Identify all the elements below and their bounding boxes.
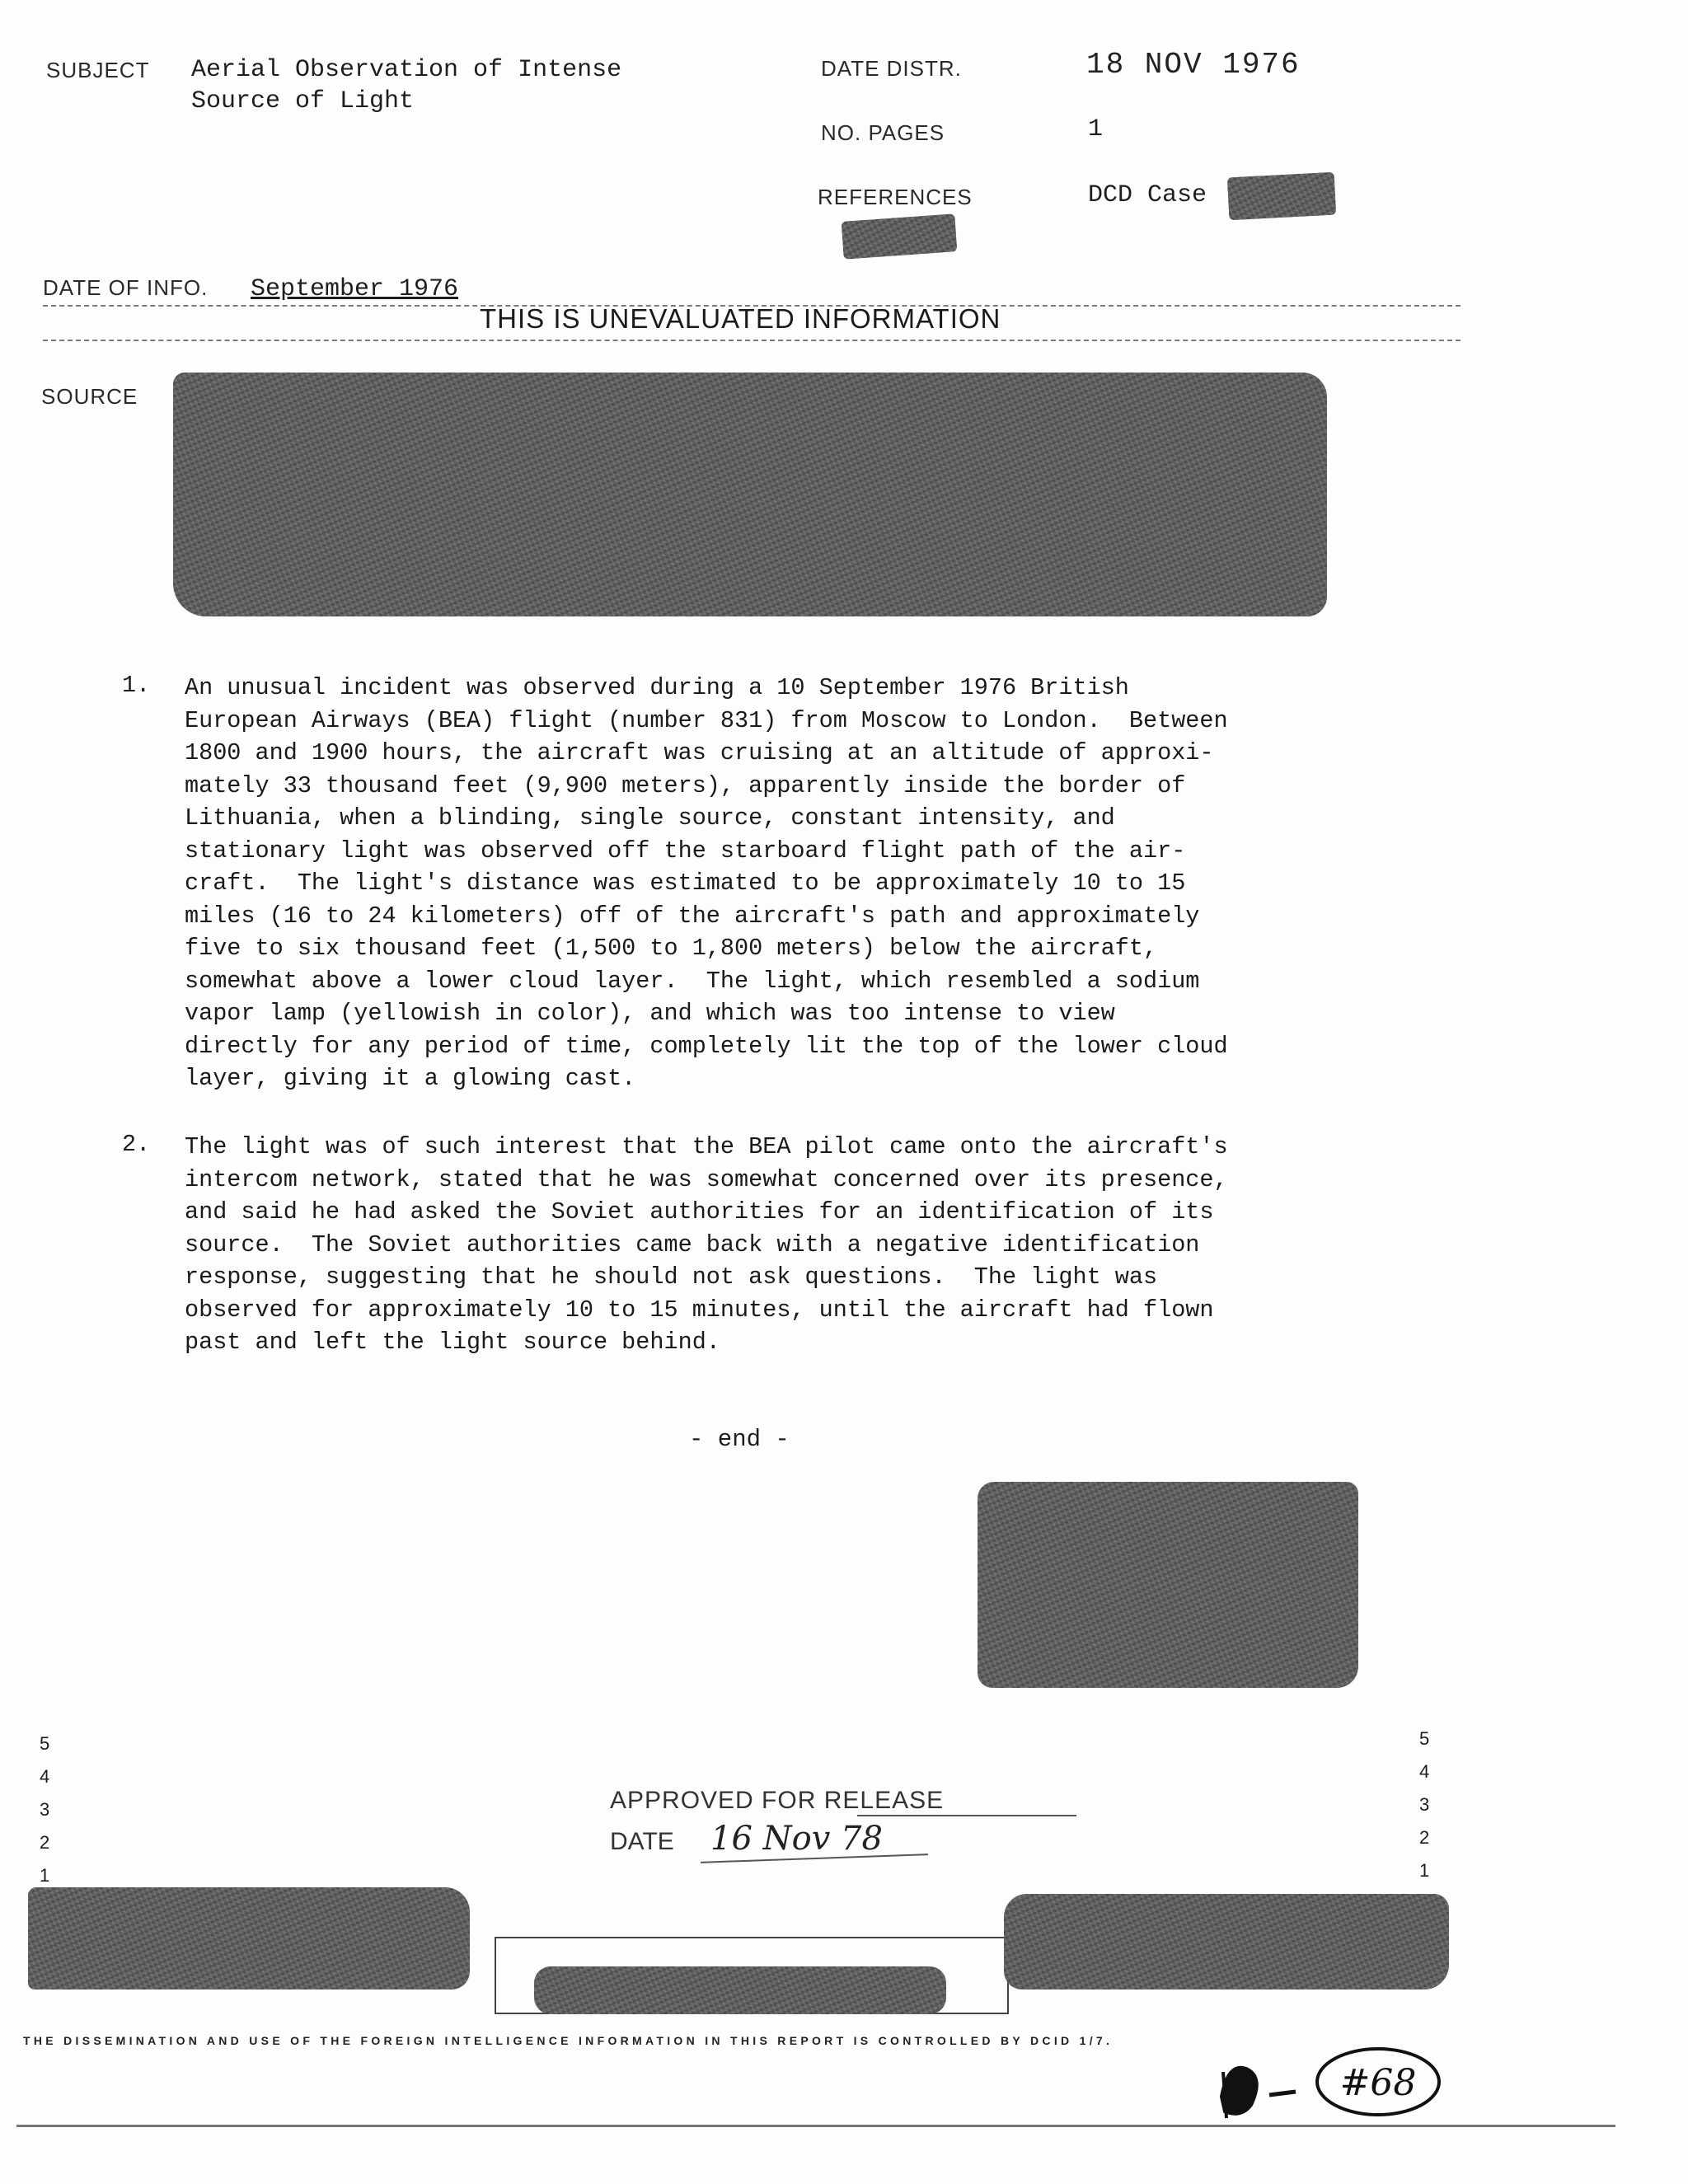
paragraph-2-number: 2. — [122, 1131, 151, 1158]
paragraph-line: response, suggesting that he should not ask questions. The light was — [185, 1263, 1158, 1291]
release-stamp-date-value: 16 Nov 78 — [710, 1820, 883, 1858]
paragraph-line: observed for approximately 10 to 15 minutes, until the aircraft had flown — [185, 1296, 1214, 1324]
release-stamp-date-label: DATE — [610, 1828, 674, 1855]
dcd-case-redaction — [1227, 172, 1337, 221]
paragraph-line: past and left the light source behind. — [185, 1329, 720, 1356]
margin-number: 1 — [40, 1865, 50, 1886]
references-label: REFERENCES — [818, 185, 973, 209]
subject-label: SUBJECT — [46, 58, 150, 82]
margin-number: 2 — [40, 1832, 50, 1853]
release-stamp-line-1: APPROVED FOR RELEASE — [610, 1787, 945, 1814]
handwritten-dash — [1269, 2092, 1296, 2095]
paragraph-line: source. The Soviet authorities came back with a negative identification — [185, 1230, 1200, 1258]
handwritten-marking — [1203, 2039, 1451, 2130]
date-distr-label: DATE DISTR. — [821, 56, 962, 81]
margin-number: 3 — [1419, 1794, 1430, 1815]
paragraph-line: stationary light was observed off the starboard flight path of the air- — [185, 837, 1186, 865]
margin-numbers-left — [40, 1727, 56, 1892]
subject-line-2: Source of Light — [191, 87, 415, 115]
margin-number: 1 — [1419, 1860, 1430, 1881]
source-label: SOURCE — [41, 384, 138, 409]
paragraph-line: 1800 and 1900 hours, the aircraft was cruising at an altitude of approxi- — [185, 739, 1214, 766]
unevaluated-banner: THIS IS UNEVALUATED INFORMATION — [480, 303, 1001, 334]
paragraph-1-number: 1. — [122, 672, 151, 699]
subject-line-1: Aerial Observation of Intense — [191, 56, 622, 84]
margin-number: 2 — [1419, 1827, 1430, 1848]
paragraph-line: The light was of such interest that the BEA pilot came onto the aircraft's — [185, 1133, 1228, 1160]
source-redaction — [173, 373, 1327, 616]
bottom-right-redaction — [1004, 1894, 1449, 1990]
paragraph-line: and said he had asked the Soviet authorities for an identification of its — [185, 1198, 1214, 1226]
date-distr-value: 18 NOV 1976 — [1086, 48, 1301, 82]
paragraph-line: An unusual incident was observed during a 10 September 1976 British — [185, 674, 1129, 701]
release-stamp-rule-1 — [857, 1815, 1076, 1816]
right-redaction — [978, 1482, 1358, 1688]
bottom-center-redaction — [534, 1966, 946, 2014]
no-pages-label: NO. PAGES — [821, 120, 945, 145]
paragraph-line: somewhat above a lower cloud layer. The light, which resembled a sodium — [185, 967, 1200, 995]
dissemination-notice: THE DISSEMINATION AND USE OF THE FOREIGN INTELLIGENCE INFORMATION IN THIS REPORT IS CONTROLLED BY DCID 1/7. — [23, 2034, 1114, 2047]
margin-number: 5 — [1419, 1728, 1430, 1749]
margin-number: 4 — [1419, 1761, 1430, 1782]
dcd-case-label: DCD Case — [1088, 181, 1207, 209]
bottom-left-redaction — [28, 1887, 470, 1990]
no-pages-value: 1 — [1088, 115, 1104, 143]
date-of-info-value: September 1976 — [251, 275, 459, 303]
paragraph-line: European Airways (BEA) flight (number 831) from Moscow to London. Between — [185, 706, 1228, 734]
paragraph-line: craft. The light's distance was estimated to be approximately 10 to 15 — [185, 869, 1186, 897]
paragraph-1 — [185, 672, 1228, 1095]
handwritten-number: #68 — [1339, 2062, 1417, 2104]
header-rule-bottom — [43, 340, 1461, 341]
paragraph-line: five to six thousand feet (1,500 to 1,800 meters) below the aircraft, — [185, 935, 1158, 962]
handwritten-d-mark — [1221, 2068, 1257, 2118]
margin-number: 4 — [40, 1766, 50, 1787]
margin-number: 3 — [40, 1799, 50, 1820]
references-redaction — [842, 213, 958, 260]
paragraph-line: mately 33 thousand feet (9,900 meters), apparently inside the border of — [185, 771, 1186, 799]
paragraph-line: intercom network, stated that he was somewhat concerned over its presence, — [185, 1165, 1228, 1193]
margin-numbers-right — [1419, 1722, 1436, 1887]
margin-number: 5 — [40, 1733, 50, 1754]
paragraph-2 — [185, 1131, 1228, 1359]
paragraph-line: vapor lamp (yellowish in color), and which was too intense to view — [185, 1000, 1115, 1027]
bottom-edge-rule — [16, 2125, 1615, 2127]
paragraph-line: Lithuania, when a blinding, single source, constant intensity, and — [185, 804, 1115, 832]
paragraph-line: layer, giving it a glowing cast. — [185, 1065, 636, 1092]
paragraph-line: miles (16 to 24 kilometers) off of the aircraft's path and approximately — [185, 902, 1200, 930]
end-marker: - end - — [689, 1426, 790, 1453]
date-of-info-label: DATE OF INFO. — [43, 275, 209, 300]
paragraph-line: directly for any period of time, completely lit the top of the lower cloud — [185, 1032, 1228, 1060]
